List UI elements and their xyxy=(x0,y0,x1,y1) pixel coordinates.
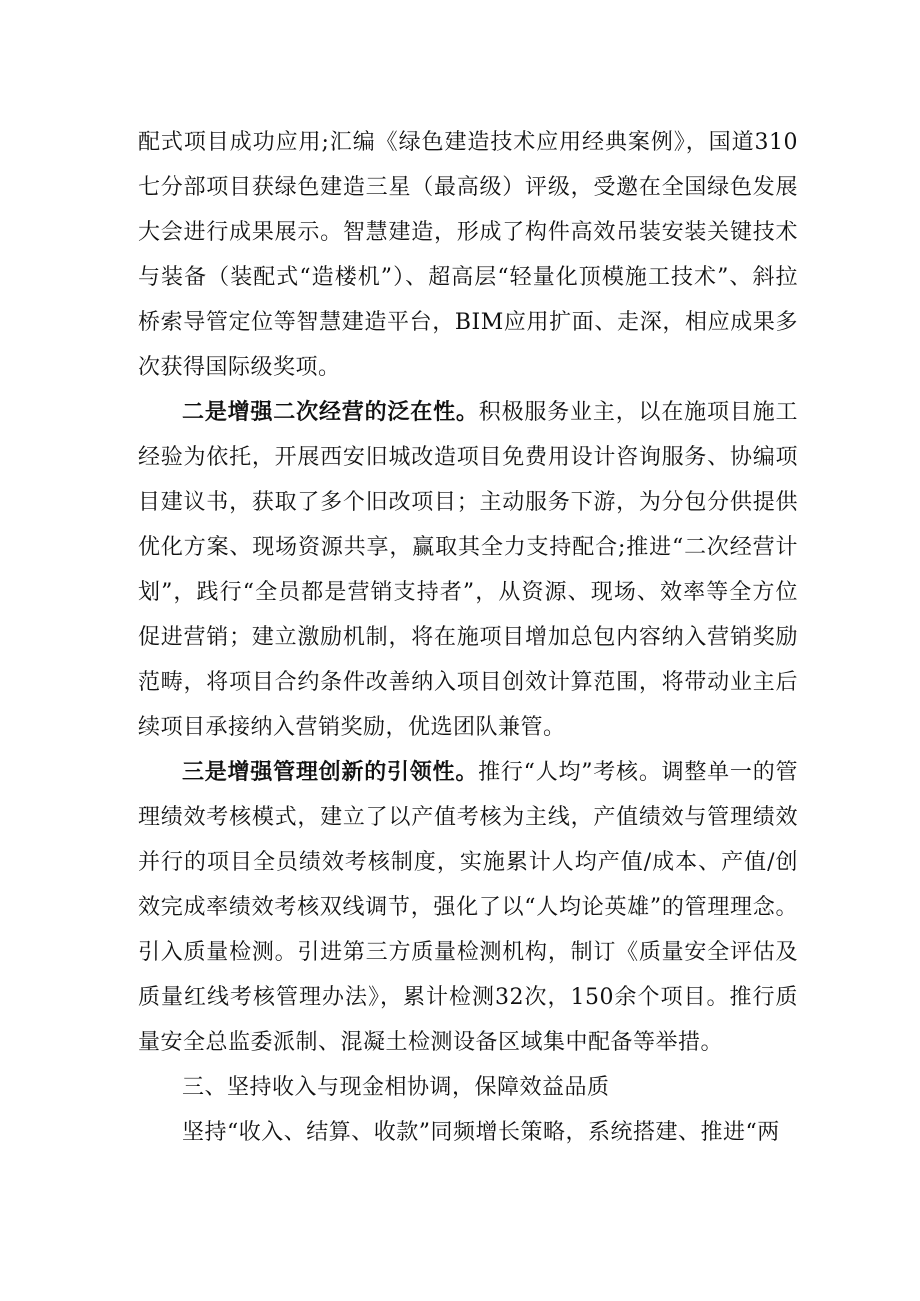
paragraph-body-management-innovation: 推行“人均”考核。调整单一的管理绩效考核模式，建立了以产值考核为主线，产值绩效与管理绩效并行的项目全员绩效考核制度，实施累计人均产值/成本、产值/创效完成率绩效考核双线调节，强化了以“人均论英雄”的管理理念。引入质量检测。引进第三方质量检测机构，制订《质量安全评估及质量红线考核管理办法》，累计检测32次，150余个项目。推行质量安全总监委派制、混凝土检测设备区域集中配备等举措。 xyxy=(138,760,798,1055)
paragraph-lead-management-innovation: 三是增强管理创新的引领性。 xyxy=(182,759,479,785)
paragraph-secondary-operations xyxy=(138,390,798,750)
continuation-paragraph: 配式项目成功应用;汇编《绿色建造技术应用经典案例》，国道310七分部项目获绿色建造三星（最高级）评级，受邀在全国绿色发展大会进行成果展示。智慧建造，形成了构件高效吊装安装关键技术与装备（装配式“造楼机”）、超高层“轻量化顶模施工技术”、斜拉桥索导管定位等智慧建造平台，BIM应用扩面、走深，相应成果多次获得国际级奖项。 xyxy=(138,130,798,380)
document-body xyxy=(138,120,798,1155)
section-heading: 三、坚持收入与现金相协调，保障效益品质 xyxy=(182,1075,610,1100)
paragraph-lead-secondary-operations: 二是增强二次经营的泛在性。 xyxy=(182,399,479,425)
paragraph-revenue-cash: 坚持“收入、结算、收款”同频增长策略，系统搭建、推进“两 xyxy=(182,1120,780,1145)
paragraph-body-secondary-operations: 积极服务业主，以在施项目施工经验为依托，开展西安旧城改造项目免费用设计咨询服务、协编项目建议书，获取了多个旧改项目；主动服务下游，为分包分供提供优化方案、现场资源共享，赢取其全力支持配合;推进“二次经营计划”，践行“全员都是营销支持者”，从资源、现场、效率等全方位促进营销；建立激励机制，将在施项目增加总包内容纳入营销奖励范畴，将项目合约条件改善纳入项目创效计算范围，将带动业主后续项目承接纳入营销奖励，优选团队兼管。 xyxy=(138,400,798,740)
paragraph-management-innovation xyxy=(138,750,798,1065)
